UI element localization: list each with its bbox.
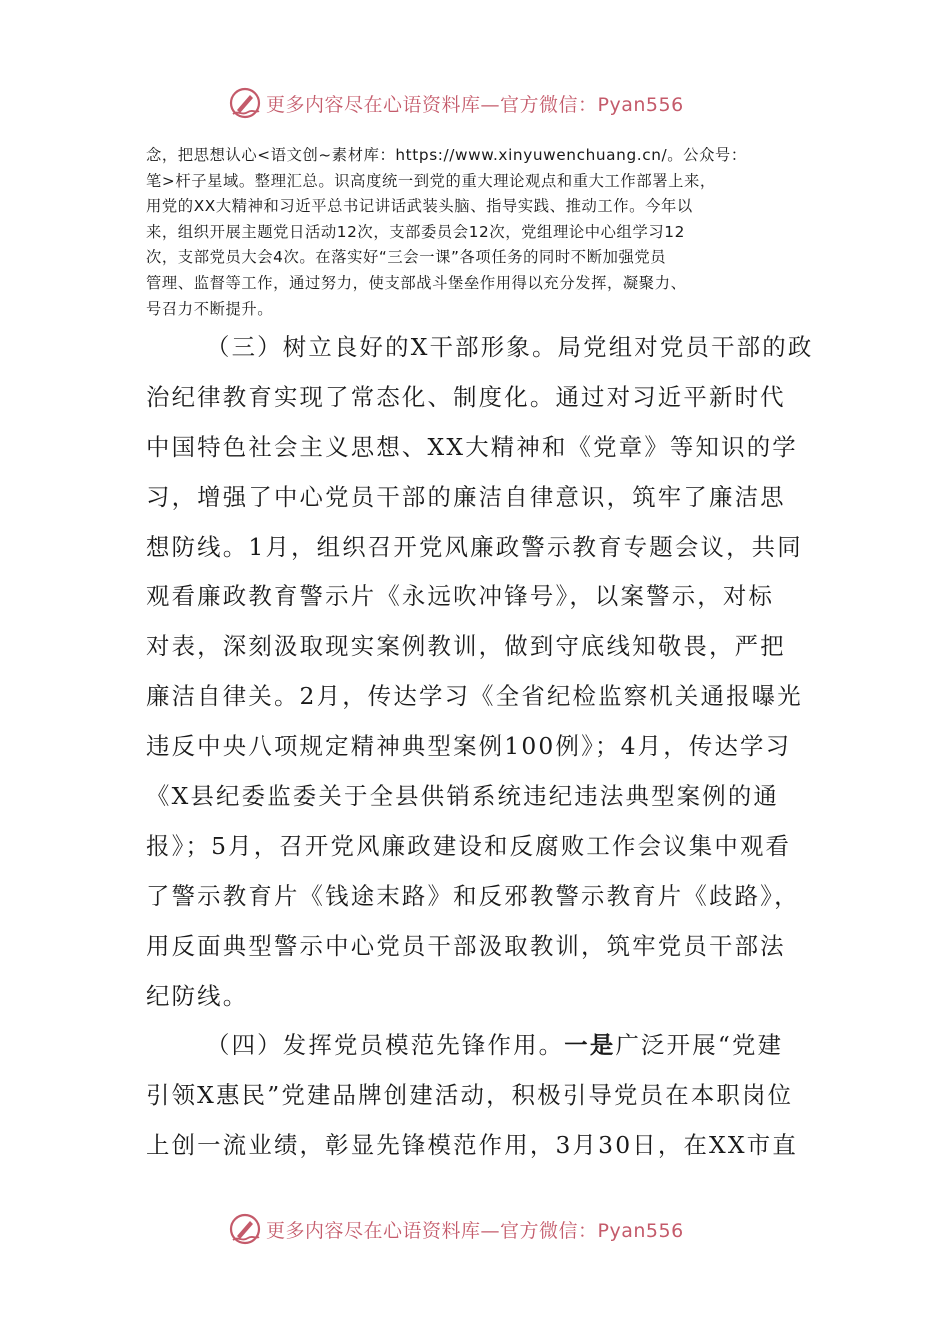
text-line: 对表，深刻汲取现实案例教训，做到守底线知敬畏，严把 bbox=[146, 632, 786, 661]
text-line: 观看廉政教育警示片《永远吹冲锋号》，以案警示，对标 bbox=[146, 582, 775, 611]
text-line: 中国特色社会主义思想、XX大精神和《党章》等知识的学 bbox=[146, 432, 798, 461]
section-3 bbox=[146, 323, 826, 1021]
intro-paragraph bbox=[146, 143, 816, 322]
section-4-heading-line bbox=[146, 1021, 826, 1071]
pen-signature-logo-icon bbox=[228, 86, 262, 120]
footer-watermark-banner bbox=[228, 1210, 708, 1248]
text-line: 笔>杆子星域。整理汇总。识高度统一到党的重大理论观点和重大工作部署上来， bbox=[146, 171, 716, 190]
section-4-heading: （四）发挥党员模范先锋作用。 bbox=[206, 1031, 565, 1060]
wechat-handle: Pyan556 bbox=[597, 93, 684, 116]
section-4 bbox=[146, 1021, 826, 1171]
heading-continuation: 广泛开展“党建 bbox=[615, 1031, 784, 1060]
text-line: 了警示教育片《钱途末路》和反邪教警示教育片《歧路》， bbox=[146, 881, 800, 910]
text-line: 次，支部党员大会4次。在落实好“三会一课”各项任务的同时不断加强党员 bbox=[146, 248, 667, 267]
text-line: 习，增强了中心党员干部的廉洁自律意识，筑牢了廉洁思 bbox=[146, 482, 786, 511]
pen-signature-logo-icon bbox=[228, 1212, 262, 1246]
wechat-handle: Pyan556 bbox=[597, 1219, 684, 1242]
document-body bbox=[146, 323, 826, 1171]
section-3-heading-line: （三）树立良好的X干部形象。局党组对党员干部的政 bbox=[206, 333, 814, 361]
text-line: 引领X惠民”党建品牌创建活动，积极引导党员在本职岗位 bbox=[146, 1081, 794, 1110]
text-line: 用反面典型警示中心党员干部汲取教训，筑牢党员干部法 bbox=[146, 931, 786, 960]
text-line: 违反中央八项规定精神典型案例100例》；4月，传达学习 bbox=[146, 732, 792, 761]
banner-text: 更多内容尽在心语资料库—官方微信：Pyan556 bbox=[266, 1219, 684, 1242]
emphasis-text: 一是 bbox=[564, 1031, 616, 1060]
text-line: 治纪律教育实现了常态化、制度化。通过对习近平新时代 bbox=[146, 382, 786, 411]
banner-text: 更多内容尽在心语资料库—官方微信：Pyan556 bbox=[266, 93, 684, 116]
text-line: 念，把思想认心<语文创~素材库：https://www.xinyuwenchuang.cn/。公众号： bbox=[146, 146, 747, 164]
text-line: 上创一流业绩，彰显先锋模范作用，3月30日，在XX市直 bbox=[146, 1131, 798, 1160]
text-line: 号召力不断提升。 bbox=[146, 299, 274, 318]
header-watermark-banner bbox=[228, 84, 708, 122]
text-line: 报》；5月，召开党风廉政建设和反腐败工作会议集中观看 bbox=[146, 831, 792, 860]
text-line: 廉洁自律关。2月，传达学习《全省纪检监察机关通报曝光 bbox=[146, 682, 803, 711]
text-line: 想防线。1月，组织召开党风廉政警示教育专题会议，共同 bbox=[146, 532, 803, 561]
text-line: 来，组织开展主题党日活动12次，支部委员会12次，党组理论中心组学习12 bbox=[146, 222, 685, 241]
text-line: 《X县纪委监委关于全县供销系统违纪违法典型案例的通 bbox=[146, 782, 780, 811]
text-line: 纪防线。 bbox=[146, 981, 249, 1010]
text-line: 管理、监督等工作，通过努力，使支部战斗堡垒作用得以充分发挥，凝聚力、 bbox=[146, 273, 687, 292]
text-line: 用党的XX大精神和习近平总书记讲话武装头脑、指导实践、推动工作。今年以 bbox=[146, 197, 693, 216]
